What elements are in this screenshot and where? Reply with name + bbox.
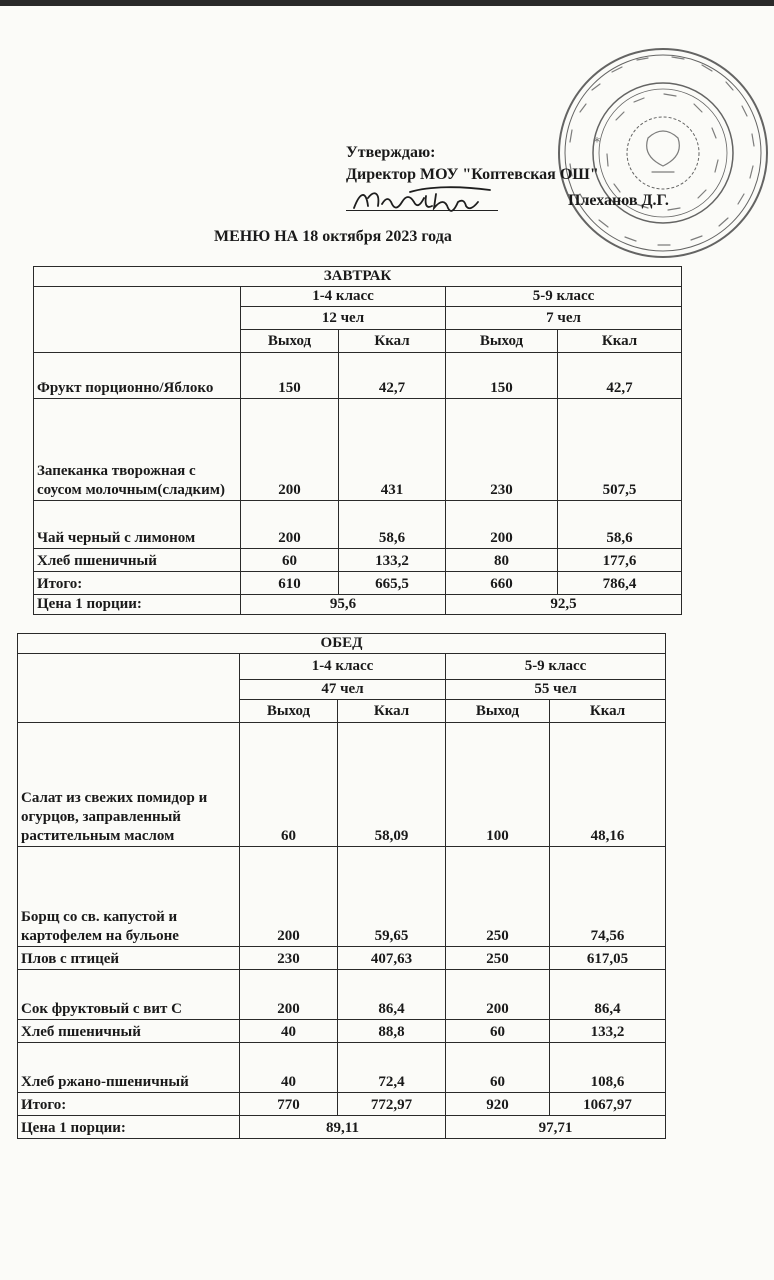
column-header: Ккал xyxy=(338,700,446,723)
group-header: 1-4 класс xyxy=(240,654,446,680)
output-value: 200 xyxy=(446,970,550,1020)
section-header-breakfast: ЗАВТРАК xyxy=(34,267,682,287)
kcal-value: 133,2 xyxy=(550,1020,666,1043)
column-header: Выход xyxy=(241,330,339,353)
kcal-value: 58,09 xyxy=(338,723,446,847)
group-header: 5-9 класс xyxy=(446,287,682,307)
output-value: 60 xyxy=(446,1020,550,1043)
output-value: 200 xyxy=(240,847,338,947)
output-value: 200 xyxy=(240,970,338,1020)
price-value: 89,11 xyxy=(240,1116,446,1139)
kcal-value: 42,7 xyxy=(558,353,682,399)
output-value: 200 xyxy=(241,399,339,501)
kcal-value: 431 xyxy=(339,399,446,501)
table-row xyxy=(18,1020,666,1043)
output-value: 80 xyxy=(446,549,558,572)
kcal-value: 42,7 xyxy=(339,353,446,399)
output-value: 250 xyxy=(446,847,550,947)
output-value: 250 xyxy=(446,947,550,970)
kcal-total: 665,5 xyxy=(339,572,446,595)
svg-text:*: * xyxy=(594,135,600,149)
output-value: 200 xyxy=(446,501,558,549)
kcal-value: 407,63 xyxy=(338,947,446,970)
dish-name: Салат из свежих помидор и огурцов, заправленный растительным маслом xyxy=(18,723,240,847)
kcal-total: 786,4 xyxy=(558,572,682,595)
lunch-table xyxy=(17,633,666,1139)
table-row xyxy=(18,947,666,970)
table-row xyxy=(18,723,666,847)
kcal-value: 72,4 xyxy=(338,1043,446,1093)
total-row xyxy=(18,1093,666,1116)
scan-top-edge xyxy=(0,0,774,6)
people-count: 55 чел xyxy=(446,680,666,700)
group-header: 5-9 класс xyxy=(446,654,666,680)
price-label: Цена 1 порции: xyxy=(18,1116,240,1139)
kcal-value: 507,5 xyxy=(558,399,682,501)
kcal-total: 772,97 xyxy=(338,1093,446,1116)
director-name: Плеханов Д.Г. xyxy=(568,192,669,209)
output-total: 660 xyxy=(446,572,558,595)
approval-block xyxy=(346,142,599,186)
kcal-value: 108,6 xyxy=(550,1043,666,1093)
dish-name: Фрукт порционно/Яблоко xyxy=(34,353,241,399)
kcal-value: 58,6 xyxy=(339,501,446,549)
dish-name: Хлеб пшеничный xyxy=(18,1020,240,1043)
kcal-value: 74,56 xyxy=(550,847,666,947)
group-header: 1-4 класс xyxy=(241,287,446,307)
dish-name: Сок фруктовый с вит С xyxy=(18,970,240,1020)
menu-title: МЕНЮ НА 18 октября 2023 года xyxy=(214,228,452,245)
column-header: Ккал xyxy=(558,330,682,353)
table-row xyxy=(18,970,666,1020)
output-total: 770 xyxy=(240,1093,338,1116)
total-label: Итого: xyxy=(18,1093,240,1116)
column-header: Выход xyxy=(240,700,338,723)
table-row xyxy=(18,1043,666,1093)
corner-cell xyxy=(18,654,240,723)
kcal-total: 1067,97 xyxy=(550,1093,666,1116)
dish-name: Чай черный с лимоном xyxy=(34,501,241,549)
corner-cell xyxy=(34,287,241,353)
output-value: 40 xyxy=(240,1043,338,1093)
approval-label: Утверждаю: xyxy=(346,144,436,161)
output-total: 920 xyxy=(446,1093,550,1116)
output-value: 150 xyxy=(241,353,339,399)
signature-row xyxy=(346,190,686,216)
table-row xyxy=(34,501,682,549)
kcal-value: 88,8 xyxy=(338,1020,446,1043)
director-position: Директор МОУ "Коптевская ОШ" xyxy=(346,166,599,183)
kcal-value: 177,6 xyxy=(558,549,682,572)
price-value: 92,5 xyxy=(446,595,682,615)
output-value: 60 xyxy=(240,723,338,847)
column-header: Ккал xyxy=(550,700,666,723)
people-count: 47 чел xyxy=(240,680,446,700)
dish-name: Хлеб ржано-пшеничный xyxy=(18,1043,240,1093)
output-value: 60 xyxy=(241,549,339,572)
price-value: 95,6 xyxy=(241,595,446,615)
kcal-value: 86,4 xyxy=(550,970,666,1020)
price-label: Цена 1 порции: xyxy=(34,595,241,615)
kcal-value: 617,05 xyxy=(550,947,666,970)
column-header: Ккал xyxy=(339,330,446,353)
dish-name: Хлеб пшеничный xyxy=(34,549,241,572)
output-value: 60 xyxy=(446,1043,550,1093)
people-count: 7 чел xyxy=(446,307,682,330)
output-value: 230 xyxy=(446,399,558,501)
output-value: 100 xyxy=(446,723,550,847)
kcal-value: 59,65 xyxy=(338,847,446,947)
breakfast-table xyxy=(33,266,682,615)
kcal-value: 86,4 xyxy=(338,970,446,1020)
output-value: 200 xyxy=(241,501,339,549)
people-count: 12 чел xyxy=(241,307,446,330)
price-value: 97,71 xyxy=(446,1116,666,1139)
dish-name: Борщ со св. капустой и картофелем на бульоне xyxy=(18,847,240,947)
section-header-lunch: ОБЕД xyxy=(18,634,666,654)
kcal-value: 133,2 xyxy=(339,549,446,572)
table-row xyxy=(34,353,682,399)
kcal-value: 58,6 xyxy=(558,501,682,549)
table-row xyxy=(34,399,682,501)
output-value: 150 xyxy=(446,353,558,399)
output-value: 230 xyxy=(240,947,338,970)
total-label: Итого: xyxy=(34,572,241,595)
table-row xyxy=(18,847,666,947)
price-row xyxy=(34,595,682,615)
handwritten-signature xyxy=(350,186,500,216)
column-header: Выход xyxy=(446,700,550,723)
dish-name: Запеканка творожная с соусом молочным(сладким) xyxy=(34,399,241,501)
output-value: 40 xyxy=(240,1020,338,1043)
price-row xyxy=(18,1116,666,1139)
kcal-value: 48,16 xyxy=(550,723,666,847)
dish-name: Плов с птицей xyxy=(18,947,240,970)
total-row xyxy=(34,572,682,595)
output-total: 610 xyxy=(241,572,339,595)
table-row xyxy=(34,549,682,572)
column-header: Выход xyxy=(446,330,558,353)
